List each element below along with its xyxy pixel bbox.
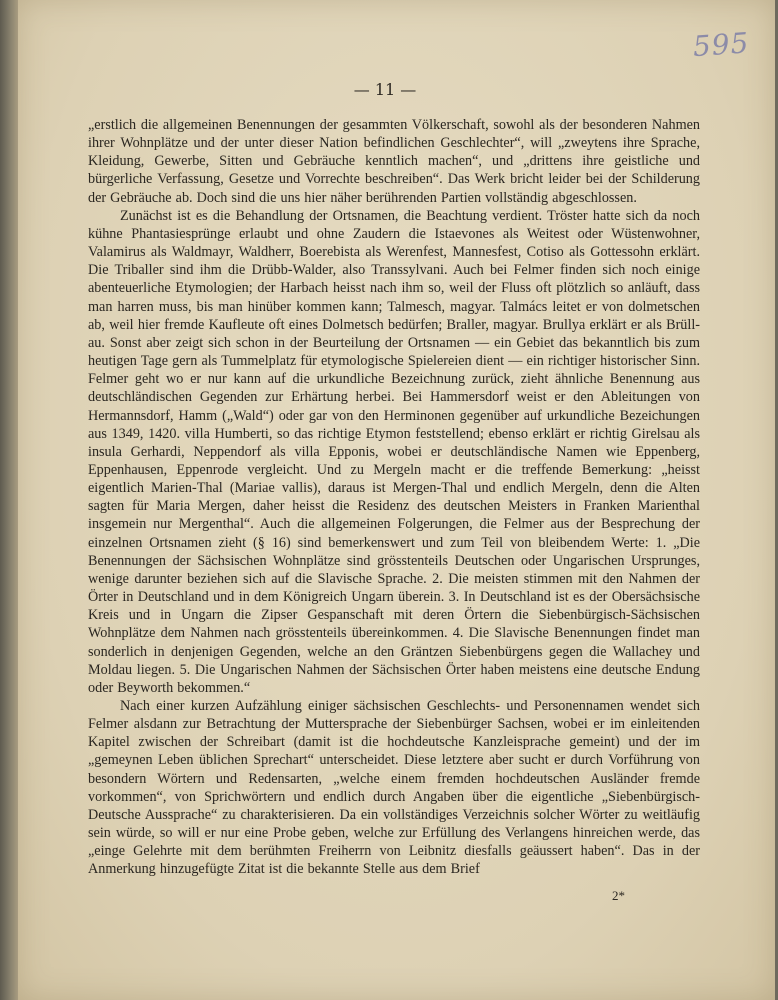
paragraph-1: „erstlich die allgemeinen Benennungen der gesammten Völkerschaft, sowohl als der besonderen Nahmen ihrer Wohnplätze und der unter dieser Nation befindlichen Geschlechter“, will „zweytens ihre Sprache, Kleidung, Gewerbe, Sitten und Gebräuche kenntlich machen“, und „drittens ihre geistliche und bürgerliche Verfassung, Gesetze und Vorrechte beschreiben“. Das Werk bricht leider bei der Schilderung der Gebräuche ab. Doch sind die uns hier näher berührenden Partien vollständig abgeschlossen. <box>88 117 700 206</box>
body-text <box>88 116 700 879</box>
paragraph-2: Zunächst ist es die Behandlung der Ortsnamen, die Beachtung verdient. Tröster hatte sich da noch kühne Phantasiesprünge erlaubt und ohne Zaudern die Istaevones als Weitest oder Wüstenwohner, Valamirus als Waldmayr, Waldherr, Boerebista als Werenfest, Mannesfest, Cotiso als Gottessohn erklärt. Die Triballer sind ihm die Drübb-Walder, also Transsylvani. Auch bei Felmer finden sich noch einige abenteuerliche Etymologien; der Harbach heisst nach ihm so, weil der Fluss oft plötzlich so anläuft, dass man harren muss, bis man hinüber kommen kann; Talmesch, magyar. Talmács leitet er von dolmetschen ab, weil hier fremde Kaufleute oft eines Dolmetsch bedürfen; Braller, magyar. Brullya erklärt er als Brüll-au. Sonst aber zeigt sich schon in der Beurteilung der Ortsnamen — ein Gebiet das bekanntlich bis zum heutigen Tage gern als Tummelplatz für etymologische Spielereien dient — ein richtiger historischer Sinn. Felmer geht wo er nur kann auf die urkundliche Bezeichnung zurück, zieht ähnliche Benennung aus deutschländischen Gegenden zur Erhärtung herbei. Bei Hammersdorf weist er den Ableitungen von Hermannsdorf, Hamm („Wald“) oder gar von den Herminonen gegenüber auf urkundliche Bezeichungen aus 1349, 1420. villa Humberti, so das richtige Etymon feststellend; ebenso erklärt er richtig Girelsau als insula Gerhardi, Neppendorf als villa Epponis, wobei er deutschländische Namen wie Eppenberg, Eppenhausen, Eppenrode vergleicht. Und zu Mergeln macht er die treffende Bemerkung: „heisst eigentlich Marien-Thal (Mariae vallis), daraus ist Mergen-Thal und endlich Mergeln, denn die Alten sagten für Maria Mergen, daher heisst die Residenz des deutschen Meisters in Franken Marienthal insgemein nur Mergenthal“. Auch die allgemeinen Folgerungen, die Felmer aus der Besprechung der einzelnen Ortsnamen zieht (§ 16) sind bemerkenswert und zum Teil von bleibendem Werte: 1. „Die Benennungen der Sächsischen Wohnplätze sind grösstenteils Deutschen oder Ungarischen Ursprunges, wenige darunter beziehen sich auf die Slavische Sprache. 2. Die meisten stimmen mit den Nahmen der Örter in Deutschland und in dem Königreich Ungarn überein. 3. In Deutschland ist es der Obersächsische Kreis und in Ungarn die Zipser Gespanschaft mit deren Örtern die Siebenbürgisch-Sächsischen Wohnplätze dem Nahmen nach grösstenteils übereinkommen. 4. Die Slavische Benennungen findet man sonderlich in denjenigen Gegenden, welche an den Gräntzen Siebenbürgens gegen die Wallachey und Moldau liegen. 5. Die Ungarischen Nahmen der Sächsischen Örter haben meistens eine deutsche Endung oder Beyworth bekommen.“ <box>88 207 700 696</box>
paragraph-3: Nach einer kurzen Aufzählung einiger sächsischen Geschlechts- und Personennamen wendet sich Felmer alsdann zur Betrachtung der Muttersprache der Siebenbürger Sachsen, wobei er im einleitenden Kapitel zwischen der Schreibart (damit ist die hochdeutsche Kanzleisprache gemeint) und der im „gemeynen Leben üblichen Sprechart“ unterscheidet. Diese letztere aber sucht er durch Vorführung von besondern Wörtern und Redensarten, „welche einem fremden hochdeutschen Ausländer fremde vorkommen“, von Sprichwörtern und endlich durch Angaben über die eigentliche „Siebenbürgisch-Deutsche Aussprache“ zu charakterisieren. Da ein vollständiges Verzeichnis solcher Wörter zu weitläufig sein würde, so will er nur eine Probe geben, welche zur Erfüllung des Verlangens hinreichen werde, das „einge Gelehrte mit dem berühmten Freiherrn von Leibnitz diesfalls geäussert haben“. Das in der Anmerkung hinzugefügte Zitat ist die bekannte Stelle aus dem Brief <box>88 698 700 878</box>
archive-number-stamp: 595 <box>691 26 751 64</box>
book-gutter <box>0 0 18 1000</box>
page-number: — 11 — <box>353 80 417 99</box>
signature-mark: 2* <box>612 888 625 903</box>
